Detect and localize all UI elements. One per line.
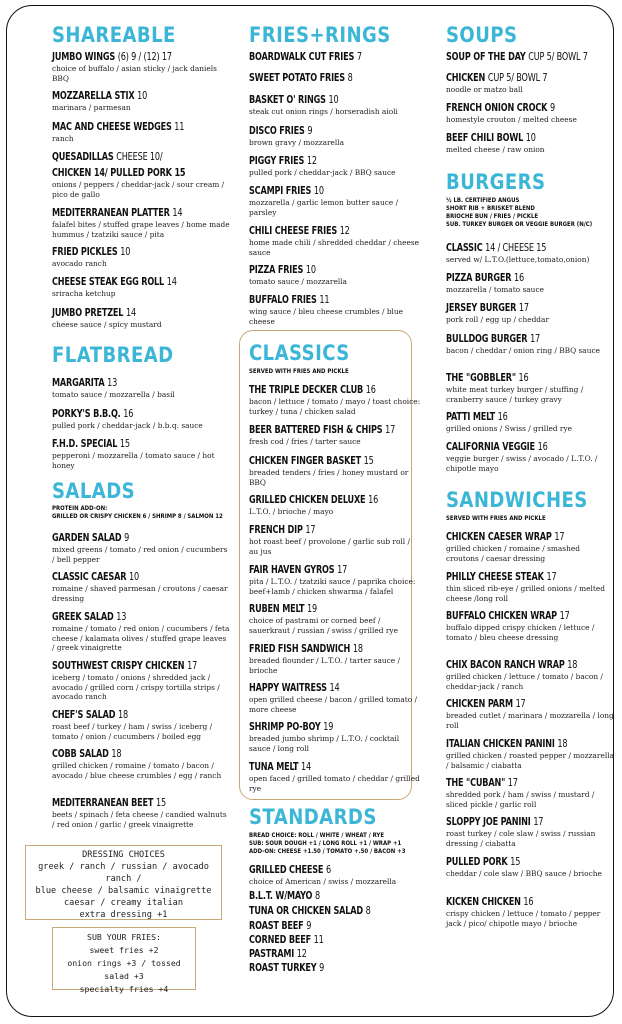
item-price: 17	[533, 816, 544, 828]
item-desc: beets / spinach / feta cheese / candied walnuts / red onion / garlic / greek vinaigrette	[52, 810, 227, 829]
item-name: ROAST BEEF	[249, 920, 304, 932]
menu-item	[52, 121, 230, 144]
item-name: PIGGY FRIES	[249, 155, 305, 167]
item-price: 7	[356, 51, 362, 63]
menu-item	[249, 948, 421, 961]
item-desc: bacon / lettuce / tomato / mayo / toast choice: turkey / tuna / chicken salad	[249, 397, 421, 416]
burgers-note: BRIOCHE BUN / FRIES / PICKLE	[446, 213, 539, 220]
item-desc: steak cut onion rings / horseradish aioli	[249, 107, 398, 116]
item-name: THE TRIPLE DECKER CLUB	[249, 384, 364, 396]
item-desc: grilled onions / Swiss / grilled rye	[446, 424, 572, 433]
menu-item	[52, 660, 230, 702]
item-name: ITALIAN CHICKEN PANINI	[446, 738, 555, 750]
item-name: CALIFORNIA VEGGIE	[446, 441, 535, 453]
soups-title: SOUPS	[446, 23, 518, 47]
item-name: MEDITERRANEAN PLATTER	[52, 207, 170, 219]
item-name: CLASSIC CAESAR	[52, 571, 127, 583]
dressing-title: DRESSING CHOICES	[82, 850, 165, 860]
item-price: 8	[347, 72, 353, 84]
item-desc: avocado ranch	[52, 259, 107, 268]
menu-item	[446, 372, 614, 404]
item-desc: tomato sauce / mozzarella / basil	[52, 390, 175, 399]
item-name: MOZZARELLA STIX	[52, 90, 135, 102]
standards-note: ADD-ON: CHEESE +1.50 / TOMATO +.50 / BACON +3	[249, 848, 406, 855]
item-price: 17	[385, 424, 396, 436]
item-name: FRIED PICKLES	[52, 246, 118, 258]
sub-fries-box	[52, 927, 196, 994]
burgers-note: SUB. TURKEY BURGER OR VEGGIE BURGER (N/C)	[446, 221, 593, 228]
menu-item	[446, 777, 614, 809]
dressing-line: caesar / creamy italian	[64, 898, 183, 908]
item-name: PATTI MELT	[446, 411, 495, 423]
burgers-title: BURGERS	[446, 170, 546, 194]
menu-item	[52, 307, 230, 330]
item-price: 12	[296, 948, 307, 960]
item-name: ROAST TURKEY	[249, 962, 317, 974]
item-price: 11	[319, 294, 330, 306]
item-desc: shredded pork / ham / swiss / mustard / sliced pickle / garlic roll	[446, 790, 595, 809]
item-desc: buffalo dipped crispy chicken / lettuce / tomato / bleu cheese dressing	[446, 623, 595, 642]
item-desc: mixed greens / tomato / red onion / cucumbers / bell pepper	[52, 545, 228, 564]
salads-note: PROTEIN ADD-ON:	[52, 505, 108, 512]
item-desc: veggie burger / swiss / avocado / L.T.O. / chipotle mayo	[446, 454, 598, 473]
item-price: 16	[513, 272, 524, 284]
menu-item	[249, 51, 421, 64]
menu-item	[249, 155, 421, 178]
item-desc: brown gravy / mozzarella	[249, 138, 345, 147]
dressing-line: extra dressing +1	[79, 910, 168, 920]
item-name: JUMBO WINGS	[52, 51, 116, 63]
item-name: SWEET POTATO FRIES	[249, 72, 345, 84]
item-name-cont: CHICKEN 14/ PULLED PORK 15	[52, 167, 186, 179]
menu-item	[52, 709, 230, 741]
item-price: 17	[337, 564, 348, 576]
item-desc: crispy chicken / lettuce / tomato / pepper jack / pico/ chipotle mayo / brioche	[446, 909, 601, 928]
item-desc: mozzarella / garlic lemon butter sauce / parsley	[249, 198, 399, 217]
item-price: 14	[125, 307, 136, 319]
item-desc: pita / L.T.O. / tzatziki sauce / paprika choice: beef+lamb / chicken shwarma / falafel	[249, 577, 416, 596]
menu-item	[446, 896, 614, 928]
item-price: 17	[546, 571, 557, 583]
item-name: PORKY'S B.B.Q.	[52, 408, 121, 420]
item-desc: open grilled cheese / bacon / grilled tomato / more cheese	[249, 695, 418, 714]
item-price: 12	[306, 155, 317, 167]
item-name: KICKEN CHICKEN	[446, 896, 521, 908]
item-price: 10	[525, 132, 536, 144]
item-price: 12	[339, 225, 350, 237]
item-name: MARGARITA	[52, 377, 105, 389]
menu-item	[446, 333, 614, 356]
item-desc: thin sliced rib-eye / grilled onions / melted cheese /long roll	[446, 584, 605, 603]
item-name: CLASSIC	[446, 242, 483, 254]
item-price: 14	[172, 207, 183, 219]
item-price: 17	[187, 660, 198, 672]
menu-item	[249, 643, 421, 675]
item-price: 16	[537, 441, 548, 453]
menu-item	[249, 225, 421, 257]
item-name: MAC AND CHEESE WEDGES	[52, 121, 172, 133]
menu-item	[249, 185, 421, 217]
menu-item	[446, 51, 614, 64]
item-name: BUFFALO FRIES	[249, 294, 317, 306]
menu-item	[249, 761, 421, 793]
menu-item	[446, 302, 614, 325]
sub-fries-line: specialty fries +4	[79, 984, 169, 994]
menu-item	[249, 721, 421, 753]
menu-item	[446, 411, 614, 434]
menu-item	[249, 94, 421, 117]
item-price: 9	[307, 125, 313, 137]
item-price: 8	[314, 890, 320, 902]
item-name: GARDEN SALAD	[52, 532, 122, 544]
item-name: SLOPPY JOE PANINI	[446, 816, 531, 828]
item-name: CORNED BEEF	[249, 934, 312, 946]
menu-item	[249, 524, 421, 556]
item-name: SOUP OF THE DAY	[446, 51, 526, 63]
item-name: GRILLED CHICKEN DELUXE	[249, 494, 366, 506]
menu-item	[52, 408, 230, 431]
item-price: 17	[559, 610, 570, 622]
item-price: 19	[307, 603, 318, 615]
item-name: GRILLED CHEESE	[249, 864, 324, 876]
item-name: CHICKEN PARM	[446, 698, 513, 710]
item-price: 10	[120, 246, 131, 258]
item-name: HAPPY WAITRESS	[249, 682, 327, 694]
item-price: CUP 5/ BOWL 7	[487, 72, 548, 84]
item-desc: wing sauce / bleu cheese crumbles / blue cheese	[249, 307, 404, 326]
item-desc: choice of buffalo / asian sticky / jack daniels BBQ	[52, 64, 217, 83]
item-name: JERSEY BURGER	[446, 302, 517, 314]
item-price: 15	[119, 438, 130, 450]
item-desc: noodle or matzo ball	[446, 85, 523, 94]
menu-item	[52, 151, 230, 199]
menu-item	[446, 610, 614, 642]
item-name: RUBEN MELT	[249, 603, 305, 615]
salads-note: GRILLED OR CRISPY CHICKEN 6 / SHRIMP 8 / SALMON 12	[52, 513, 223, 520]
menu-item	[446, 272, 614, 295]
sandwiches-note: SERVED WITH FRIES AND PICKLE	[446, 515, 546, 522]
menu-item	[52, 611, 230, 653]
item-desc: tomato sauce / mozzarella	[249, 277, 347, 286]
item-desc: roast turkey / cole slaw / swiss / russian dressing / ciabatta	[446, 829, 596, 848]
item-name: QUESADILLAS	[52, 151, 114, 163]
item-desc: sriracha ketchup	[52, 289, 116, 298]
menu-item	[446, 856, 614, 879]
sub-fries-line: onion rings +3 / tossed salad +3	[67, 958, 181, 981]
item-name: COBB SALAD	[52, 748, 109, 760]
flatbread-title: FLATBREAD	[52, 343, 174, 367]
item-name: BEEF CHILI BOWL	[446, 132, 524, 144]
item-name: DISCO FRIES	[249, 125, 305, 137]
menu-item	[52, 207, 230, 239]
menu-item	[446, 441, 614, 473]
item-desc: grilled chicken / lettuce / tomato / bacon / cheddar-jack / ranch	[446, 672, 603, 691]
item-desc: choice of American / swiss / mozzarella	[249, 877, 397, 886]
sub-fries-title: SUB YOUR FRIES:	[87, 932, 161, 942]
standards-title: STANDARDS	[249, 805, 377, 829]
dressing-line: greek / ranch / russian / avocado ranch /	[38, 862, 209, 884]
item-price: 15	[363, 455, 374, 467]
menu-item	[249, 920, 421, 933]
item-name: BASKET O' RINGS	[249, 94, 326, 106]
item-desc: fresh cod / fries / tarter sauce	[249, 437, 361, 446]
item-price: 17	[507, 777, 518, 789]
menu-item	[52, 797, 230, 829]
item-desc: pulled pork / cheddar-jack / BBQ sauce	[249, 168, 396, 177]
menu-item	[446, 659, 614, 691]
item-price: 18	[117, 709, 128, 721]
item-price: 16	[523, 896, 534, 908]
standards-note: BREAD CHOICE: ROLL / WHITE / WHEAT / RYE	[249, 832, 385, 839]
item-price: 17	[305, 524, 316, 536]
item-price: 11	[313, 934, 324, 946]
menu-item	[249, 934, 421, 947]
item-name: THE "GOBBLER"	[446, 372, 516, 384]
menu-item	[249, 864, 421, 887]
item-price: CHEESE 10/	[116, 151, 163, 163]
item-price: 16	[497, 411, 508, 423]
menu-item	[52, 51, 230, 83]
menu-item	[249, 564, 421, 596]
item-desc: pork roll / egg up / cheddar	[446, 315, 549, 324]
item-desc: cheddar / cole slaw / BBQ sauce / brioche	[446, 869, 602, 878]
menu-item	[446, 698, 614, 730]
item-desc: roast beef / turkey / ham / swiss / iceberg / tomato / onion / cucumbers / boiled egg	[52, 722, 213, 741]
item-name: FRENCH ONION CROCK	[446, 102, 548, 114]
dressing-choices-box	[25, 845, 222, 920]
item-price: 18	[567, 659, 578, 671]
item-desc: open faced / grilled tomato / cheddar / grilled rye	[249, 774, 420, 793]
item-name: JUMBO PRETZEL	[52, 307, 124, 319]
item-price: 18	[557, 738, 568, 750]
item-name: SHRIMP PO-BOY	[249, 721, 321, 733]
item-price: 18	[111, 748, 122, 760]
item-desc: breaded cutlet / marinara / mozzarella / long roll	[446, 711, 614, 730]
menu-item	[52, 571, 230, 603]
menu-item	[446, 816, 614, 848]
item-price: 16	[365, 384, 376, 396]
sandwiches-title: SANDWICHES	[446, 488, 588, 512]
item-price: 17	[554, 531, 565, 543]
fries-title: FRIES+RINGS	[249, 23, 391, 47]
item-desc: ranch	[52, 134, 74, 143]
item-price: 10	[137, 90, 148, 102]
item-price: 16	[123, 408, 134, 420]
item-name: BOARDWALK CUT FRIES	[249, 51, 355, 63]
item-name: CHILI CHEESE FRIES	[249, 225, 338, 237]
menu-item	[249, 455, 421, 487]
item-name: MEDITERRANEAN BEET	[52, 797, 154, 809]
item-desc: hot roast beef / provolone / garlic sub roll / au jus	[249, 537, 410, 556]
item-desc: cheese sauce / spicy mustard	[52, 320, 162, 329]
menu-item	[446, 571, 614, 603]
menu-item	[249, 424, 421, 447]
menu-item	[249, 72, 421, 85]
item-price: (6) 9 / (12) 17	[117, 51, 172, 63]
item-desc: white meat turkey burger / stuffing / cranberry sauce / turkey gravy	[446, 385, 584, 404]
item-price: 13	[107, 377, 118, 389]
item-name: PULLED PORK	[446, 856, 508, 868]
menu-item	[446, 242, 614, 265]
menu-item	[446, 738, 614, 770]
item-desc: served w/ L.T.O.(lettuce,tomato,onion)	[446, 255, 590, 264]
item-name: PIZZA FRIES	[249, 264, 304, 276]
item-price: 19	[323, 721, 334, 733]
item-desc: falafel bites / stuffed grape leaves / home made hummus / tzatziki sauce / pita	[52, 220, 230, 239]
item-name: FRENCH DIP	[249, 524, 303, 536]
item-name: CHIX BACON RANCH WRAP	[446, 659, 565, 671]
item-price: 9	[549, 102, 555, 114]
item-desc: romaine / shaved parmesan / croutons / caesar dressing	[52, 584, 228, 603]
item-desc: bacon / cheddar / onion ring / BBQ sauce	[446, 346, 600, 355]
item-desc: melted cheese / raw onion	[446, 145, 545, 154]
item-desc: choice of pastrami or corned beef / sauerkraut / russian / swiss / grilled rye	[249, 616, 398, 635]
menu-item	[249, 384, 421, 416]
menu-item	[446, 531, 614, 563]
item-name: CHICKEN	[446, 72, 486, 84]
item-name: SCAMPI FRIES	[249, 185, 312, 197]
item-name: CHEF'S SALAD	[52, 709, 116, 721]
burgers-note: ½ LB. CERTIFIED ANGUS	[446, 197, 520, 204]
menu-item	[52, 276, 230, 299]
item-desc: pepperoni / mozzarella / tomato sauce / hot honey	[52, 451, 215, 470]
item-name: PHILLY CHEESE STEAK	[446, 571, 544, 583]
menu-item	[52, 748, 230, 780]
item-price: 10	[305, 264, 316, 276]
menu-item	[249, 682, 421, 714]
item-desc: pulled pork / cheddar-jack / b.b.q. sauce	[52, 421, 203, 430]
item-desc: L.T.O. / brioche / mayo	[249, 507, 334, 516]
item-price: 9	[124, 532, 130, 544]
menu-item	[249, 264, 421, 287]
item-desc: homestyle crouton / melted cheese	[446, 115, 577, 124]
item-name: SOUTHWEST CRISPY CHICKEN	[52, 660, 185, 672]
dressing-line: blue cheese / balsamic vinaigrette	[35, 886, 212, 896]
item-name: PIZZA BURGER	[446, 272, 512, 284]
classics-note: SERVED WITH FRIES AND PICKLE	[249, 368, 349, 375]
item-name: F.H.D. SPECIAL	[52, 438, 118, 450]
item-desc: grilled chicken / romaine / tomato / bacon / avocado / blue cheese crumbles / egg / ranch	[52, 761, 222, 780]
item-name: BEER BATTERED FISH & CHIPS	[249, 424, 383, 436]
item-price: 17	[530, 333, 541, 345]
item-desc: breaded flounder / L.T.O. / tarter sauce / brioche	[249, 656, 401, 675]
item-price: CUP 5/ BOWL 7	[528, 51, 588, 63]
item-desc: romaine / tomato / red onion / cucumbers / feta cheese / kalamata olives / stuffed grape leaves / greek vinaigrette	[52, 624, 230, 652]
item-name: THE "CUBAN"	[446, 777, 506, 789]
item-price: 17	[518, 302, 529, 314]
item-name: B.L.T. W/MAYO	[249, 890, 313, 902]
menu-item	[249, 905, 421, 918]
menu-item	[52, 438, 230, 470]
menu-item	[52, 532, 230, 564]
item-price: 18	[352, 643, 363, 655]
item-name: TUNA MELT	[249, 761, 299, 773]
item-name: PASTRAMI	[249, 948, 295, 960]
item-price: 10	[128, 571, 139, 583]
menu-item	[249, 294, 421, 326]
item-price: 9	[306, 920, 312, 932]
menu-item	[446, 132, 614, 155]
item-desc: iceberg / tomato / onions / shredded jack / avocado / grilled corn / crispy tortilla strips / avocado ranch	[52, 673, 220, 701]
item-price: 17	[515, 698, 526, 710]
item-price: 9	[319, 962, 325, 974]
item-price: 14 / CHEESE 15	[485, 242, 547, 254]
item-name: GREEK SALAD	[52, 611, 114, 623]
item-desc: breaded jumbo shrimp / L.T.O. / cocktail sauce / long roll	[249, 734, 400, 753]
menu-item	[249, 125, 421, 148]
item-price: 13	[116, 611, 127, 623]
menu-item	[249, 890, 421, 903]
menu-item	[446, 72, 614, 95]
item-price: 14	[301, 761, 312, 773]
item-name: FRIED FISH SANDWICH	[249, 643, 351, 655]
item-name: CHICKEN CAESER WRAP	[446, 531, 552, 543]
item-name: FAIR HAVEN GYROS	[249, 564, 335, 576]
item-desc: breaded tenders / fries / honey mustard or BBQ	[249, 468, 409, 487]
menu-item	[446, 102, 614, 125]
item-price: 15	[155, 797, 166, 809]
item-desc: grilled chicken / roasted pepper / mozzarella / balsamic / ciabatta	[446, 751, 614, 770]
item-price: 11	[174, 121, 185, 133]
item-price: 10	[328, 94, 339, 106]
item-desc: mozzarella / tomato sauce	[446, 285, 544, 294]
item-name: CHICKEN FINGER BASKET	[249, 455, 362, 467]
item-price: 14	[166, 276, 177, 288]
menu-item	[249, 962, 421, 975]
item-name: BUFFALO CHICKEN WRAP	[446, 610, 557, 622]
item-desc: onions / peppers / cheddar-jack / sour cream / pico de gallo	[52, 180, 225, 199]
item-desc: grilled chicken / romaine / smashed croutons / caesar dressing	[446, 544, 580, 563]
item-desc: marinara / parmesan	[52, 103, 131, 112]
item-price: 8	[365, 905, 371, 917]
item-name: BULLDOG BURGER	[446, 333, 528, 345]
item-price: 15	[510, 856, 521, 868]
item-price: 16	[518, 372, 529, 384]
menu-item	[52, 90, 230, 113]
item-price: 14	[329, 682, 340, 694]
item-price: 6	[325, 864, 331, 876]
salads-title: SALADS	[52, 479, 136, 503]
menu-item	[52, 377, 230, 400]
standards-note: SUB: SOUR DOUGH +1 / LONG ROLL +1 / WRAP +1	[249, 840, 402, 847]
menu-item	[249, 603, 421, 635]
shareable-title: SHAREABLE	[52, 23, 176, 47]
item-desc: home made chili / shredded cheddar / cheese sauce	[249, 238, 420, 257]
item-name: CHEESE STEAK EGG ROLL	[52, 276, 165, 288]
burgers-note: SHORT RIB + BRISKET BLEND	[446, 205, 535, 212]
item-price: 10	[313, 185, 324, 197]
classics-title: CLASSICS	[249, 341, 350, 365]
menu-item	[52, 246, 230, 269]
menu-item	[249, 494, 421, 517]
item-name: TUNA OR CHICKEN SALAD	[249, 905, 363, 917]
sub-fries-line: sweet fries +2	[89, 945, 159, 955]
item-price: 16	[368, 494, 379, 506]
